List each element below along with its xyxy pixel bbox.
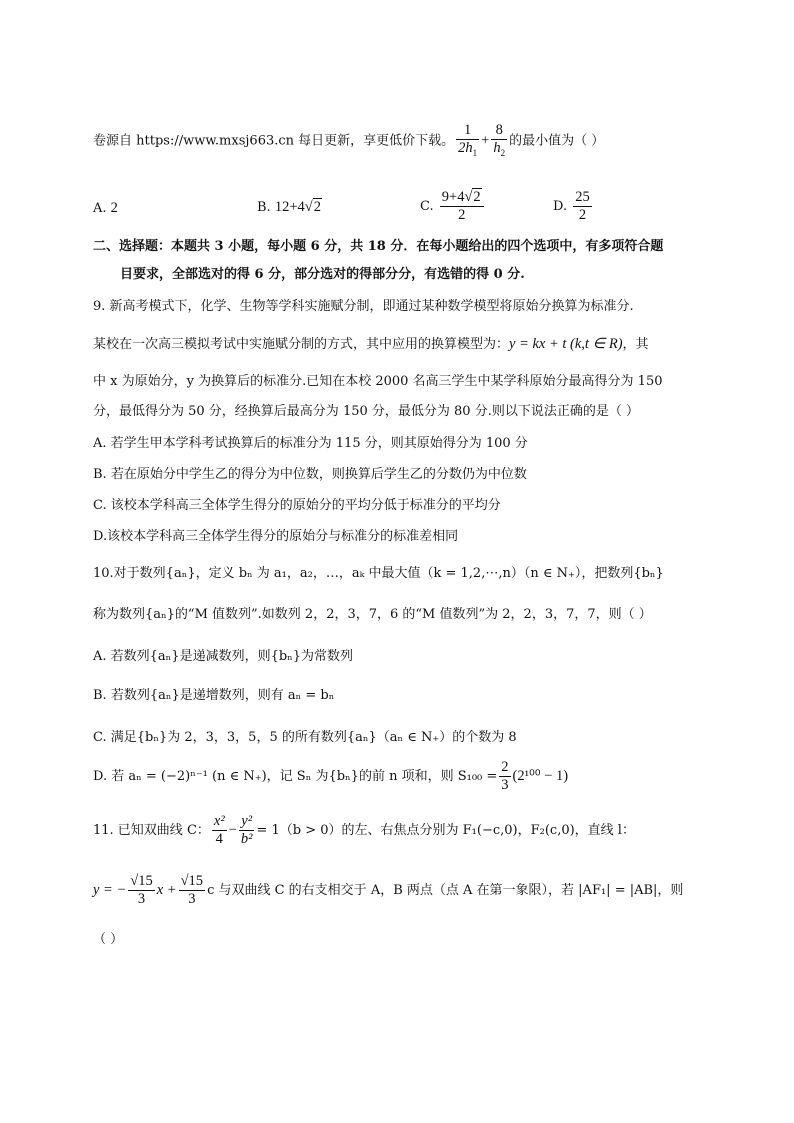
q8-option-c: C. $\frac{9+4√2}{2}$ <box>420 190 486 223</box>
q8-fraction-1: $\frac{1}{2h_1}$ <box>458 122 478 159</box>
q9-line4: 分，最低得分为 50 分，经换算后最高分为 150 分，最低分为 80 分.则以下说法正确的是（ ） <box>93 404 639 419</box>
section2-heading-line1: 二、选择题：本题共 3 小题，每小题 6 分，共 18 分．在每小题给出的四个选项中，有多项符合题 <box>93 239 664 254</box>
q8-prefix: 卷源自 https://www.mxsj663.cn 每日更新，享更低价下载。 <box>93 133 455 149</box>
q9-option-b: B. 若在原始分中学生乙的得分为中位数，则换算后学生乙的分数仍为中位数 <box>93 467 527 482</box>
q9-option-c: C. 该校本学科高三全体学生得分的原始分的平均分低于标准分的平均分 <box>93 498 501 513</box>
q11-line2: y = − $\frac{√15}{3}$ x + $\frac{√15}{3}$ c 与双曲线 C 的右支相交于 A，B 两点（点 A 在第一象限），若 |AF₁| = |AB|，则 <box>93 873 684 908</box>
section2-heading-line2: 目要求，全部选对的得 6 分，部分选对的得部分分，有选错的得 0 分. <box>120 267 525 282</box>
q10-option-d: D. 若 aₙ = (−2)ⁿ⁻¹ (n ∈ N₊)，记 Sₙ 为{bₙ}的前 n 项和，则 S₁₀₀ = $\frac{2}{3}$ (2¹⁰⁰ − 1) <box>93 759 569 794</box>
q9-line1: 9. 新高考模式下，化学、生物等学科实施赋分制，即通过某种数学模型将原始分换算为标准分. <box>93 299 634 314</box>
q8-tail-line <box>93 123 604 159</box>
q8-option-a: A. 2 <box>93 200 118 216</box>
q10-option-c: C. 满足{bₙ}为 2，3，3，5，5 的所有数列{aₙ}（aₙ ∈ N₊）的个数为 8 <box>93 730 517 745</box>
q8-option-b: B. 12+4√2 <box>257 199 321 215</box>
q10-option-a: A. 若数列{aₙ}是递减数列，则{bₙ}为常数列 <box>93 649 354 664</box>
q8-plus: + <box>481 132 490 149</box>
q8-option-d: D. $\frac{25}{2}$ <box>553 189 590 224</box>
q9-option-d: D.该校本学科高三全体学生得分的原始分与标准分的标准差相同 <box>93 529 459 544</box>
q9-option-a: A. 若学生甲本学科考试换算后的标准分为 115 分，则其原始得分为 100 分 <box>93 436 528 451</box>
q10-line1: 10.对于数列{aₙ}，定义 bₙ 为 a₁，a₂，…，aₖ 中最大值（k = 1,2,⋯,n）（n ∈ N₊），把数列{bₙ} <box>93 566 664 581</box>
q9-line2: 某校在一次高三模拟考试中实施赋分制的方式，其中应用的换算模型为：y = kx + t (k,t ∈ R)，其 <box>93 336 649 352</box>
q10-option-b: B. 若数列{aₙ}是递增数列，则有 aₙ = bₙ <box>93 688 335 703</box>
q8-fraction-2: $\frac{8}{h_2}$ <box>493 122 506 159</box>
q9-formula: y = kx + t (k,t ∈ R) <box>509 336 623 352</box>
q11-line3: （ ） <box>93 932 124 947</box>
q9-line3: 中 x 为原始分，y 为换算后的标准分.已知在本校 2000 名高三学生中某学科原始分最高得分为 150 <box>93 374 663 389</box>
q11-line1: 11. 已知双曲线 C： $\frac{\text{x²}}{4}$ − $\frac{\text{y²}}{\text{b²}}$ = 1（b > 0）的左、右焦点分别为 F₁(−c,0)，F₂(c,0)，直线 l： <box>93 813 635 848</box>
q10-line2: 称为数列{aₙ}的“M 值数列”.如数列 2，2，3，7，6 的“M 值数列”为 2，2，3，7，7，则（ ） <box>93 607 652 622</box>
q8-suffix: 的最小值为（ ） <box>509 133 605 149</box>
